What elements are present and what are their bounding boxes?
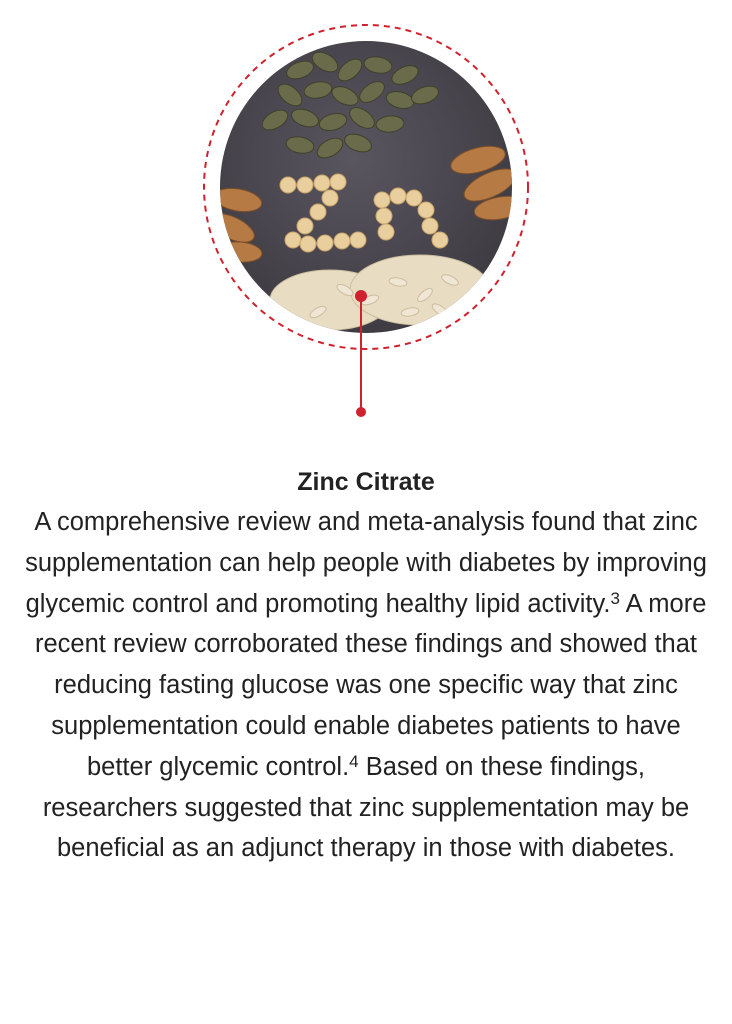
connector-dot-top [355, 290, 367, 302]
paragraph-part-2: A more recent review corroborated these findings and showed that reducing fasting glucose was one specific way that zinc supplementation could enable diabetes patients to have better glycemic control. [35, 589, 707, 781]
section-title: Zinc Citrate [297, 468, 435, 496]
paragraph-part-1: A comprehensive review and meta-analysis found that zinc supplementation can help people with diabetes by improving glycemic control and promoting healthy lipid activity. [25, 508, 707, 618]
section-paragraph [18, 502, 714, 869]
zinc-food-photo [0, 0, 732, 440]
paragraph-part-3: Based on these findings, researchers suggested that zinc supplementation may be beneficial as an adjunct therapy in those with diabetes. [42, 752, 690, 863]
citation-ref-4[interactable]: 4 [349, 751, 359, 771]
connector-dot-bottom [356, 407, 366, 417]
citation-ref-3[interactable]: 3 [610, 588, 620, 608]
zinc-illustration [0, 0, 732, 440]
section-content [18, 462, 714, 869]
